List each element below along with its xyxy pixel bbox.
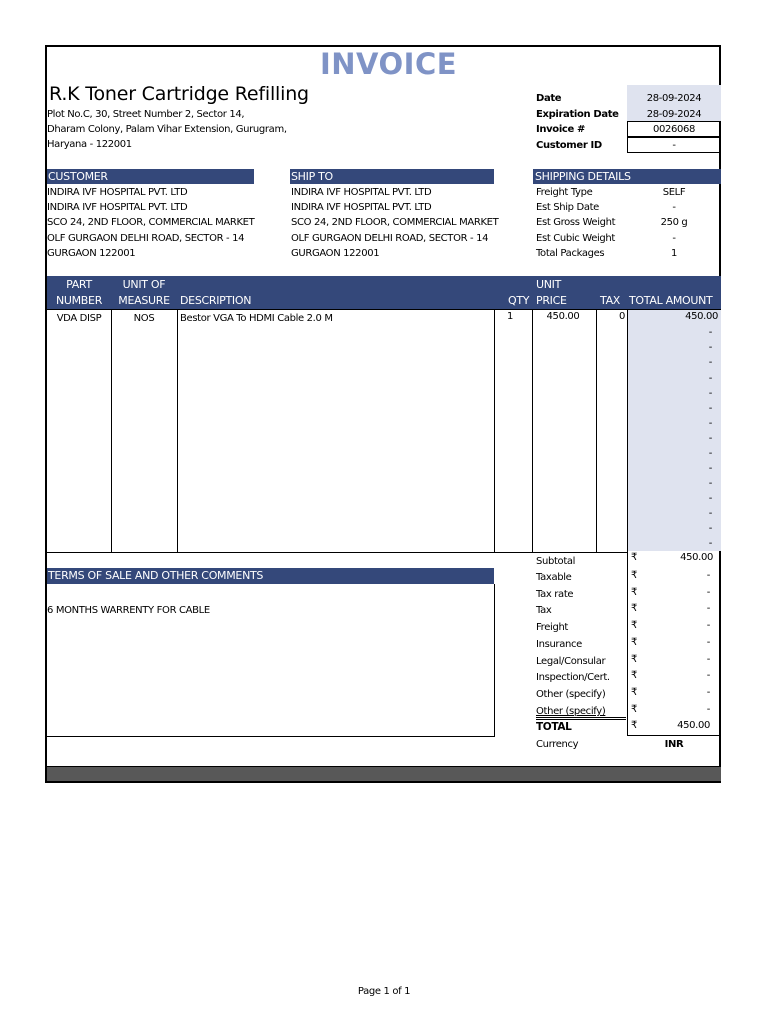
ship-to-header-bar	[290, 169, 494, 184]
currency-label: Currency	[536, 739, 579, 750]
rupee-icon: ₹	[631, 670, 638, 681]
shipping-value: 1	[670, 248, 677, 259]
empty-total-cell: -	[708, 538, 712, 549]
page-number: Page 1 of 1	[357, 986, 411, 997]
invoice-title: INVOICE	[320, 47, 458, 81]
total-double-rule	[536, 719, 626, 720]
rupee-icon: ₹	[631, 552, 638, 563]
empty-total-cell: -	[708, 327, 712, 338]
col-header-uom-line2: MEASURE	[118, 294, 170, 307]
shipping-value: -	[672, 202, 676, 213]
col-divider	[111, 309, 112, 552]
customer-line: INDIRA IVF HOSPITAL PVT. LTD	[47, 187, 188, 198]
item-description: Bestor VGA To HDMI Cable 2.0 M	[180, 313, 333, 324]
summary-value: -	[706, 670, 710, 681]
shipping-value: SELF	[662, 187, 686, 198]
shipping-label: Est Gross Weight	[536, 217, 616, 228]
shipping-value: 250 g	[660, 217, 688, 228]
total-value: 450.00	[677, 720, 710, 731]
empty-total-cell: -	[708, 373, 712, 384]
summary-value: -	[706, 637, 710, 648]
customer-line: OLF GURGAON DELHI ROAD, SECTOR - 14	[47, 233, 245, 244]
summary-label: Legal/Consular	[536, 656, 606, 667]
empty-total-cell: -	[708, 388, 712, 399]
shipping-label: Est Cubic Weight	[536, 233, 615, 244]
ship-to-line: GURGAON 122001	[291, 248, 380, 259]
col-header-price-line2: PRICE	[536, 294, 567, 307]
summary-box-bottom	[627, 735, 721, 736]
ship-to-header: SHIP TO	[291, 170, 333, 183]
summary-value: -	[706, 570, 710, 581]
company-name: R.K Toner Cartridge Refilling	[49, 83, 309, 105]
meta-label: Invoice #	[536, 124, 586, 135]
customer-header-bar	[47, 169, 254, 184]
summary-value: 450.00	[680, 552, 713, 563]
summary-value: -	[706, 687, 710, 698]
total-double-rule	[536, 717, 626, 718]
col-header-tax: TAX	[600, 294, 621, 307]
rupee-icon: ₹	[631, 704, 638, 715]
item-unit-of-measure: NOS	[133, 313, 155, 324]
col-header-qty: QTY	[508, 294, 530, 307]
ship-to-line: INDIRA IVF HOSPITAL PVT. LTD	[291, 202, 432, 213]
currency-value: INR	[664, 739, 684, 750]
col-divider	[177, 309, 178, 552]
date-value: 28-09-2024	[646, 93, 702, 104]
ship-to-line: OLF GURGAON DELHI ROAD, SECTOR - 14	[291, 233, 489, 244]
summary-value: -	[706, 654, 710, 665]
terms-box-right	[494, 584, 495, 736]
empty-total-cell: -	[708, 493, 712, 504]
empty-total-cell: -	[708, 478, 712, 489]
customer-id-value: -	[672, 140, 676, 151]
ship-to-line: SCO 24, 2ND FLOOR, COMMERCIAL MARKET	[291, 217, 499, 228]
col-header-price-line1: UNIT	[536, 278, 562, 291]
company-address-line: Plot No.C, 30, Street Number 2, Sector 14,	[47, 109, 245, 120]
summary-label: Insurance	[536, 639, 582, 650]
summary-label: Inspection/Cert.	[536, 672, 610, 683]
ship-to-line: INDIRA IVF HOSPITAL PVT. LTD	[291, 187, 432, 198]
rupee-icon: ₹	[631, 687, 638, 698]
expiration-date-value: 28-09-2024	[646, 109, 702, 120]
rupee-icon: ₹	[631, 637, 638, 648]
rupee-icon: ₹	[631, 603, 638, 614]
empty-total-cell: -	[708, 357, 712, 368]
empty-total-cell: -	[708, 418, 712, 429]
empty-total-cell: -	[708, 508, 712, 519]
summary-value: -	[706, 704, 710, 715]
rupee-icon: ₹	[631, 570, 638, 581]
item-qty: 1	[506, 311, 513, 322]
customer-line: GURGAON 122001	[47, 248, 136, 259]
invoice-number-value: 0026068	[652, 124, 696, 135]
summary-label: Freight	[536, 622, 569, 633]
rupee-icon: ₹	[631, 720, 638, 731]
summary-value: -	[706, 587, 710, 598]
summary-label: Tax rate	[536, 589, 574, 600]
shipping-header-bar	[533, 169, 721, 184]
invoice-frame	[45, 45, 721, 783]
rupee-icon: ₹	[631, 654, 638, 665]
col-header-uom-line1: UNIT OF	[122, 278, 166, 291]
summary-value: -	[706, 620, 710, 631]
item-part-number: VDA DISP	[56, 313, 102, 324]
meta-label: Date	[536, 93, 562, 104]
summary-label: Taxable	[536, 572, 572, 583]
rupee-icon: ₹	[631, 587, 638, 598]
shipping-label: Freight Type	[536, 187, 593, 198]
summary-box-left	[627, 552, 628, 736]
footer-bar	[47, 767, 721, 781]
empty-total-cell: -	[708, 403, 712, 414]
summary-label: Tax	[536, 605, 552, 616]
col-header-part-line1: PART	[66, 278, 92, 291]
table-bottom-border	[47, 552, 628, 553]
col-header-unit-of-measure	[111, 278, 177, 307]
col-divider	[494, 309, 495, 552]
shipping-label: Total Packages	[536, 248, 605, 259]
col-header-part-number	[47, 278, 111, 307]
empty-total-cell: -	[708, 463, 712, 474]
terms-header: TERMS OF SALE AND OTHER COMMENTS	[48, 569, 264, 582]
customer-header: CUSTOMER	[48, 170, 108, 183]
item-tax: 0	[618, 311, 625, 322]
empty-total-cell: -	[708, 433, 712, 444]
empty-total-cell: -	[708, 523, 712, 534]
col-header-description: DESCRIPTION	[180, 294, 252, 307]
empty-total-cell: -	[708, 448, 712, 459]
shipping-value: -	[672, 233, 676, 244]
col-header-part-line2: NUMBER	[55, 294, 103, 307]
empty-total-cell: -	[708, 342, 712, 353]
customer-line: INDIRA IVF HOSPITAL PVT. LTD	[47, 202, 188, 213]
summary-value: -	[706, 603, 710, 614]
summary-label: Other (specify)	[536, 689, 606, 700]
terms-text: 6 MONTHS WARRENTY FOR CABLE	[47, 605, 210, 616]
company-address-line: Dharam Colony, Palam Vihar Extension, Gurugram,	[47, 124, 287, 135]
total-label: TOTAL	[536, 721, 572, 733]
col-header-unit-price	[536, 278, 567, 307]
meta-label: Expiration Date	[536, 109, 619, 120]
col-divider	[596, 309, 597, 552]
terms-box-bottom	[47, 736, 495, 737]
col-divider	[532, 309, 533, 552]
meta-label: Customer ID	[536, 140, 602, 151]
col-header-total-amount: TOTAL AMOUNT	[629, 294, 713, 307]
shipping-header: SHIPPING DETAILS	[535, 170, 631, 183]
summary-label: Other (specify)	[536, 706, 606, 717]
shipping-label: Est Ship Date	[536, 202, 599, 213]
terms-header-bar	[47, 568, 494, 584]
company-address-line: Haryana - 122001	[47, 139, 132, 150]
rupee-icon: ₹	[631, 620, 638, 631]
customer-line: SCO 24, 2ND FLOOR, COMMERCIAL MARKET	[47, 217, 255, 228]
item-unit-price: 450.00	[546, 311, 580, 322]
item-total-amount: 450.00	[685, 311, 718, 322]
summary-label: Subtotal	[536, 556, 576, 567]
